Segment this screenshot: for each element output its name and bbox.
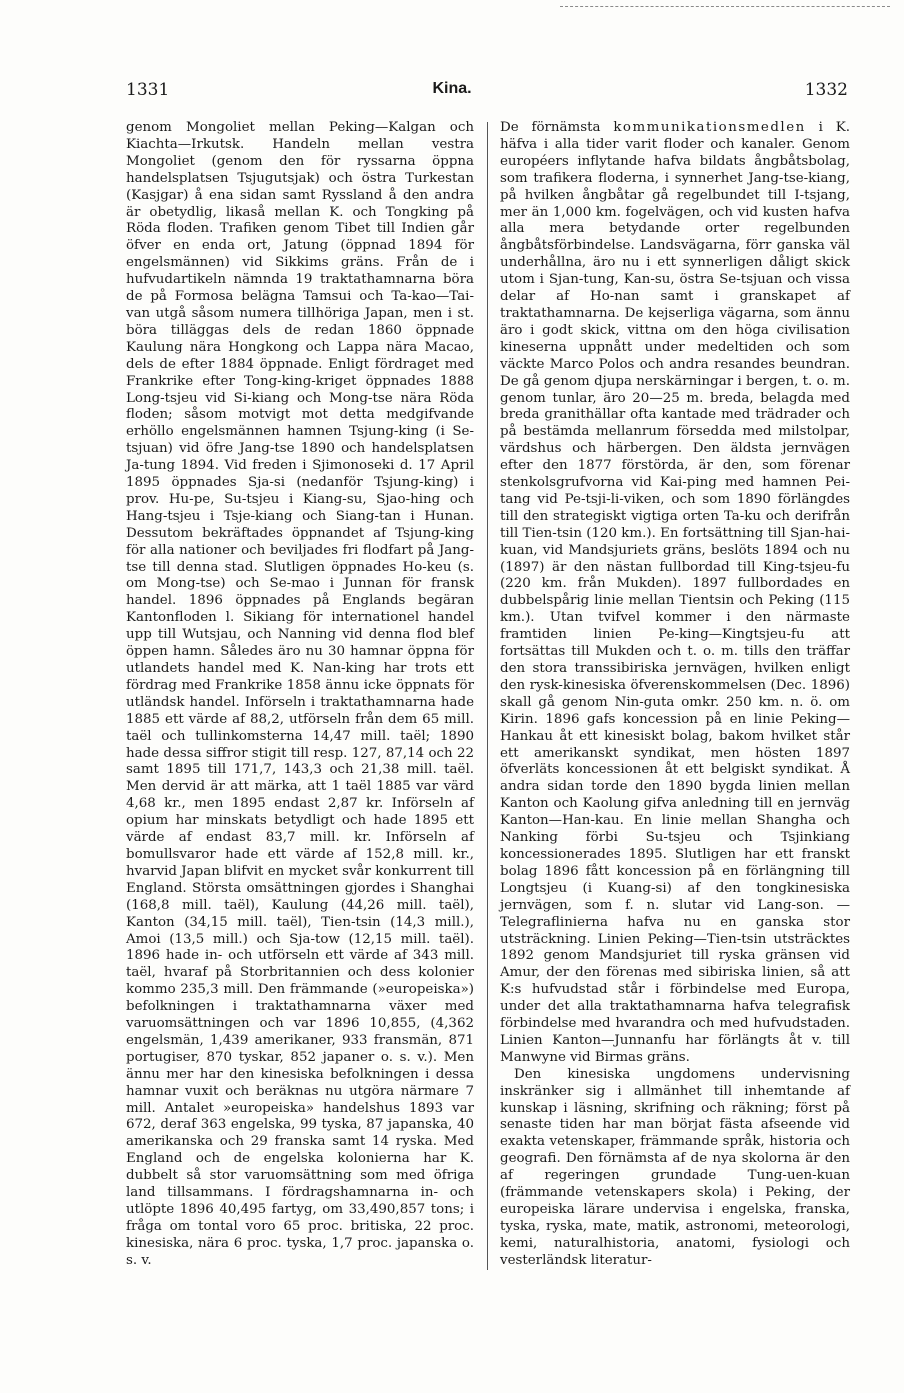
top-scan-rule bbox=[560, 6, 890, 7]
right-column bbox=[500, 120, 850, 1270]
right-column-paragraph-2: Den kinesiska ungdomens undervisning inskränker sig i allmänhet till inhemtande af kunskap i läsning, skrifning och räkning; först på senaste tiden har man börjat fästa afseende vid exakta vetenskaper, främmande språk, historia och geografi. Den förnämsta af de nya skolorna är den af regeringen grundade Tung-uen-kuan (främmande vetenskapers skola) i Peking, der europeiska lärare undervisa i engelska, franska, tyska, ryska, mate, matik, astronomi, meteorologi, kemi, naturalhistoria, anatomi, fysiologi och vesterländsk literatur- bbox=[500, 1066, 850, 1268]
spaced-term: kommunikationsmedlen bbox=[613, 120, 806, 135]
column-divider bbox=[487, 122, 488, 1270]
right-column-paragraph-1 bbox=[500, 120, 850, 1067]
page-number-left: 1331 bbox=[126, 80, 170, 100]
paragraph-lead-in: De förnämsta bbox=[500, 120, 614, 135]
paragraph-body: i K. häfva i alla tider varit floder och kanaler. Genom européers inflytande hafva bildats ångbåtsbolag, som trafikera floderna, i synnerhet Jang-tse-kiang, på hvilken ångbåtar gå regelbundet till I-tsjang, mer än 1,000 km. fogelvägen, och vid kusten hafva alla mera betydande orter regelbunden ångbåtsförbindelse. Landsvägarna, förr ganska väl underhållna, äro nu i ett synnerligen dåligt skick utom i Sjan-tung, Kan-su, östra Se-tsjuan och vissa delar af Ho-nan samt i granskapet af traktathamnarna. De kejserliga vägarna, som ännu äro i godt skick, vittna om den höga civilisation kineserna uppnått under medeltiden och som väckte Marco Polos och andra resandes beundran. De gå genom djupa nerskärningar i bergen, t. o. m. genom tunlar, äro 20—25 m. breda, belagda med breda granithällar ofta kantade med trädrader och på bestämda mellanrum försedda med milstolpar, värdshus och härbergen. Den äldsta jernvägen efter den 1877 förstörda, är den, som förenar stenkolsgrufvorna vid Kai-ping med hamnen Pei-tang vid Pe-tsji-li-viken, och som 1890 förlängdes till den strategiskt vigtiga orten Ta-ku och derifrån till Tien-tsin (120 km.). En fortsättning till Sjan-hai-kuan, vid Mandsjuriets gräns, beslöts 1894 och nu (1897) är den nästan fullbordad till King-tsjeu-fu (220 km. från Mukden). 1897 fullbordades en dubbelspårig linie mellan Tientsin och Peking (115 km.). Utan tvifvel kommer i den närmaste framtiden linien Pe-king—Kingtsjeu-fu att fortsättas till Mukden och t. o. m. tills den träffar den stora transsibiriska jernvägen, hvilken enligt den rysk-kinesiska öfverenskommelsen (Dec. 1896) skall gå genom Nin-guta omkr. 250 km. n. ö. om Kirin. 1896 gafs koncession på en linie Peking—Hankau åt ett kinesiskt bolag, bakom hvilket står ett amerikanskt syndikat, men hösten 1897 öfverläts koncessionen åt ett belgiskt syndikat. Å andra sidan torde den 1890 bygda linien mellan Kanton och Kaolung gifva anledning till en jernväg Kanton—Han-kau. En linie mellan Shangha och Nanking förbi Su-tsjeu och Tsjinkiang koncessionerades 1895. Slutligen har ett franskt bolag 1896 fått koncession på en förlängning till Longtsjeu (i Kuang-si) af den tongkinesiska jernvägen, som f. n. slutar vid Lang-son. — Telegraflinierna hafva nu en ganska stor utsträckning. Linien Peking—Tien-tsin utsträcktes 1892 genom Mandsjuriet till ryska gränsen vid Amur, der den förenas med sibiriska linien, så att K:s hufvudstad står i förbindelse med Europa, under det alla traktathamnarna hafva telegrafisk förbindelse med hvarandra och med hufvudstaden. Linien Kanton—Junnanfu har förlängts åt v. till Manwyne vid Birmas gräns. bbox=[500, 120, 850, 1065]
page-header bbox=[0, 80, 904, 110]
page-title: Kina. bbox=[432, 80, 472, 97]
left-column bbox=[126, 120, 474, 1270]
page-number-right: 1332 bbox=[804, 80, 848, 100]
left-column-paragraph: genom Mongoliet mellan Peking—Kalgan och Kiachta—Irkutsk. Handeln mellan vestra Mongoliet (genom den för ryssarna öppna handelsplatsen Tsjugutsjak) och östra Turkestan (Kasjgar) å ena sidan samt Ryssland å den andra är obetydlig, likaså mellan K. och Tongking på Röda floden. Trafiken genom Tibet till Indien går öfver en enda ort, Jatung (öppnad 1894 för engelsmännen) vid Sikkims gräns. Från de i hufvudartikeln nämnda 19 traktathamnarna böra de på Formosa belägna Tamsui och Ta-kao—Tai-van utgå såsom numera tillhöriga Japan, men i st. böra tilläggas dels de redan 1860 öppnade Kaulung nära Hongkong och Lappa nära Macao, dels de efter 1884 öppnade. Enligt fördraget med Frankrike efter Tong-king-kriget öppnades 1888 Long-tsjeu vid Si-kiang och Mong-tse nära Röda floden; såsom motvigt mot detta medgifvande erhöllo engelsmännen hamnen Tsjung-king (i Se-tsjuan) vid öfre Jang-tse 1890 och handelsplatsen Ja-tung 1894. Vid freden i Sjimonoseki d. 17 April 1895 öppnades Sja-si (nedanför Tsjung-king) i prov. Hu-pe, Su-tsjeu i Kiang-su, Sjao-hing och Hang-tsjeu i Tsje-kiang och Siang-tan i Hunan. Dessutom bekräftades öppnandet af Tsjung-king för alla nationer och beviljades fri flodfart på Jang-tse till denna stad. Slutligen öppnades Ho-keu (s. om Mong-tse) och Se-mao i Junnan för fransk handel. 1896 öppnades på Englands begäran Kantonfloden l. Sikiang för internationel handel upp till Wutsjau, och Nanning vid denna flod blef öppen hamn. Således äro nu 30 hamnar öppna för utlandets handel med K. Nan-king har trots ett fördrag med Frankrike 1858 ännu icke öppnats för utländsk handel. Införseln i traktathamnarna hade 1885 ett värde af 88,2, utförseln från dem 65 mill. taël och tullinkomsterna 14,47 mill. taël; 1890 hade dessa siffror stigit till resp. 127, 87,14 och 22 samt 1895 till 171,7, 143,3 och 21,38 mill. taël. Men dervid är att märka, att 1 taël 1885 var värd 4,68 kr., men 1895 endast 2,87 kr. Införseln af opium har minskats betydligt och hade 1895 ett värde af endast 83,7 mill. kr. Införseln af bomullsvaror hade ett värde af 152,8 mill. kr., hvarvid Japan blifvit en mycket svår konkurrent till England. Största omsättningen gjordes i Shanghai (168,8 mill. taël), Kaulung (44,26 mill. taël), Kanton (34,15 mill. taël), Tien-tsin (14,3 mill.), Amoi (13,5 mill.) och Sja-tow (12,15 mill. taël). 1896 hade in- och utförseln ett värde af 343 mill. taël, hvaraf på Storbritannien och dess kolonier kommo 235,3 mill. Den främmande (»europeiska») befolkningen i traktathamnarna växer med varuomsättningen och var 1896 10,855, (4,362 engelsmän, 1,439 amerikaner, 933 fransmän, 871 portugiser, 870 tyskar, 852 japaner o. s. v.). Men ännu mer har den kinesiska befolkningen i dessa hamnar vuxit och beräknas nu utgöra närmare 7 mill. Antalet »europeiska» handelshus 1893 var 672, deraf 363 engelska, 99 tyska, 87 japanska, 40 amerikanska och 29 franska samt 14 ryska. Med England och de engelska kolonierna har K. dubbelt så stor varuomsättning som med öfriga land tillsammans. I fördragshamnarna in- och utlöpte 1896 40,495 fartyg, om 33,490,857 tons; i fråga om tontal voro 65 proc. britiska, 22 proc. kinesiska, nära 6 proc. tyska, 1,7 proc. japanska o. s. v. bbox=[126, 120, 474, 1268]
